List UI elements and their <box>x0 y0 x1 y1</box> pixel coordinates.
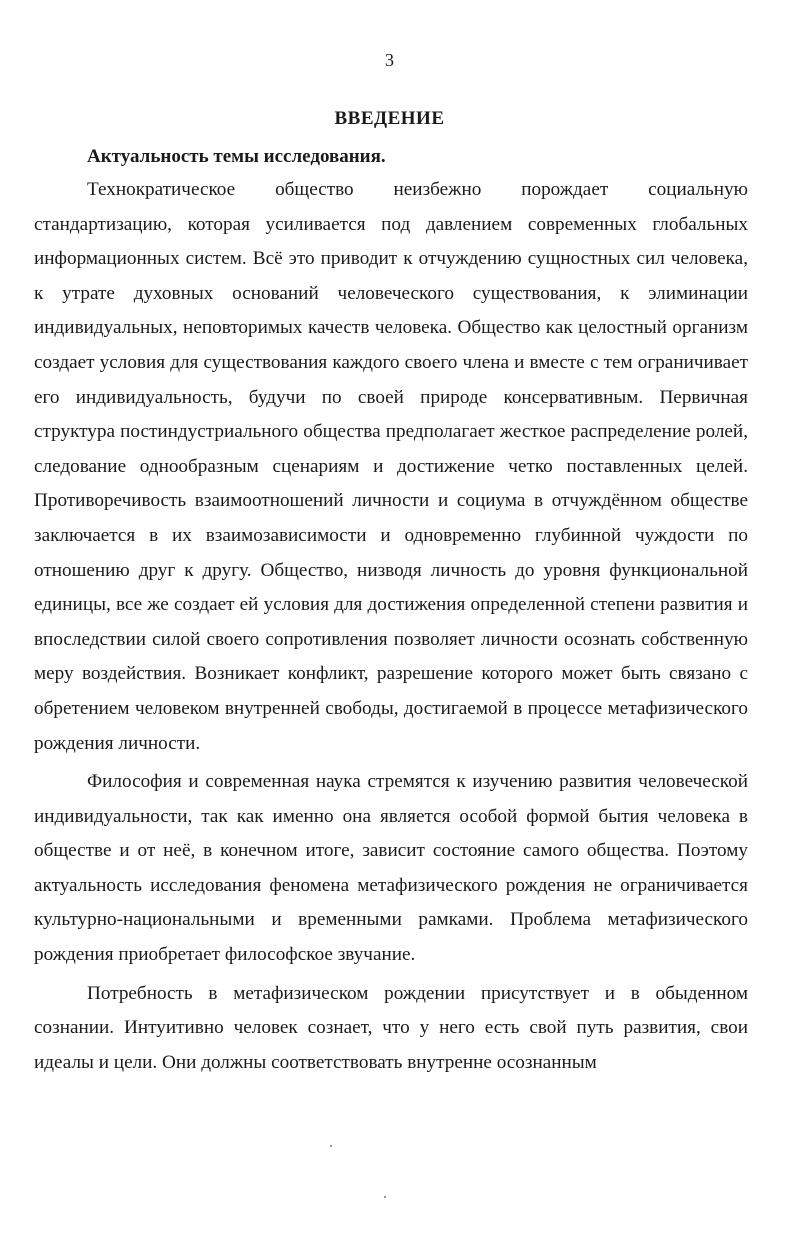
paragraph-2: Философия и современная наука стремятся к изучению развития человеческой индивидуальности, так как именно она является особой формой бытия человека в обществе и от неё, в конечном итоге, зависит состояние самого общества. Поэтому актуальность исследования феномена метафизического рождения не ограничивается культурно-национальными и временными рамками. Проблема метафизического рождения приобретает философское звучание. <box>34 771 748 966</box>
scan-speck <box>330 1145 332 1147</box>
body-text <box>34 173 748 1084</box>
section-title: ВВЕДЕНИЕ <box>334 108 445 129</box>
page-number: 3 <box>385 50 394 70</box>
paragraph-3: Потребность в метафизическом рождении присутствует и в обыденном сознании. Интуитивно человек сознает, что у него есть свой путь развития, свои идеалы и цели. Они должны соответствовать внутренне осознанным <box>34 982 748 1073</box>
subsection-heading: Актуальность темы исследования. <box>87 146 386 167</box>
paragraph-1: Технократическое общество неизбежно порождает социальную стандартизацию, которая усиливается под давлением современных глобальных информационных систем. Всё это приводит к отчуждению сущностных сил человека, к утрате духовных оснований человеческого существования, к элиминации индивидуальных, неповторимых качеств человека. Общество как целостный организм создает условия для существования каждого своего члена и вместе с тем ограничивает его индивидуальность, будучи по своей природе консервативным. Первичная структура постиндустриального общества предполагает жесткое распределение ролей, следование однообразным сценариям и достижение четко поставленных целей. Противоречивость взаимоотношений личности и социума в отчуждённом обществе заключается в их взаимозависимости и одновременно глубинной чуждости по отношению друг к другу. Общество, низводя личность до уровня функциональной единицы, все же создает ей условия для достижения определенной степени развития и впоследствии силой своего сопротивления позволяет личности осознать собственную меру воздействия. Возникает конфликт, разрешение которого может быть связано с обретением человеком внутренней свободы, достигаемой в процессе метафизического рождения личности. <box>34 179 748 754</box>
scan-speck <box>384 1196 386 1198</box>
